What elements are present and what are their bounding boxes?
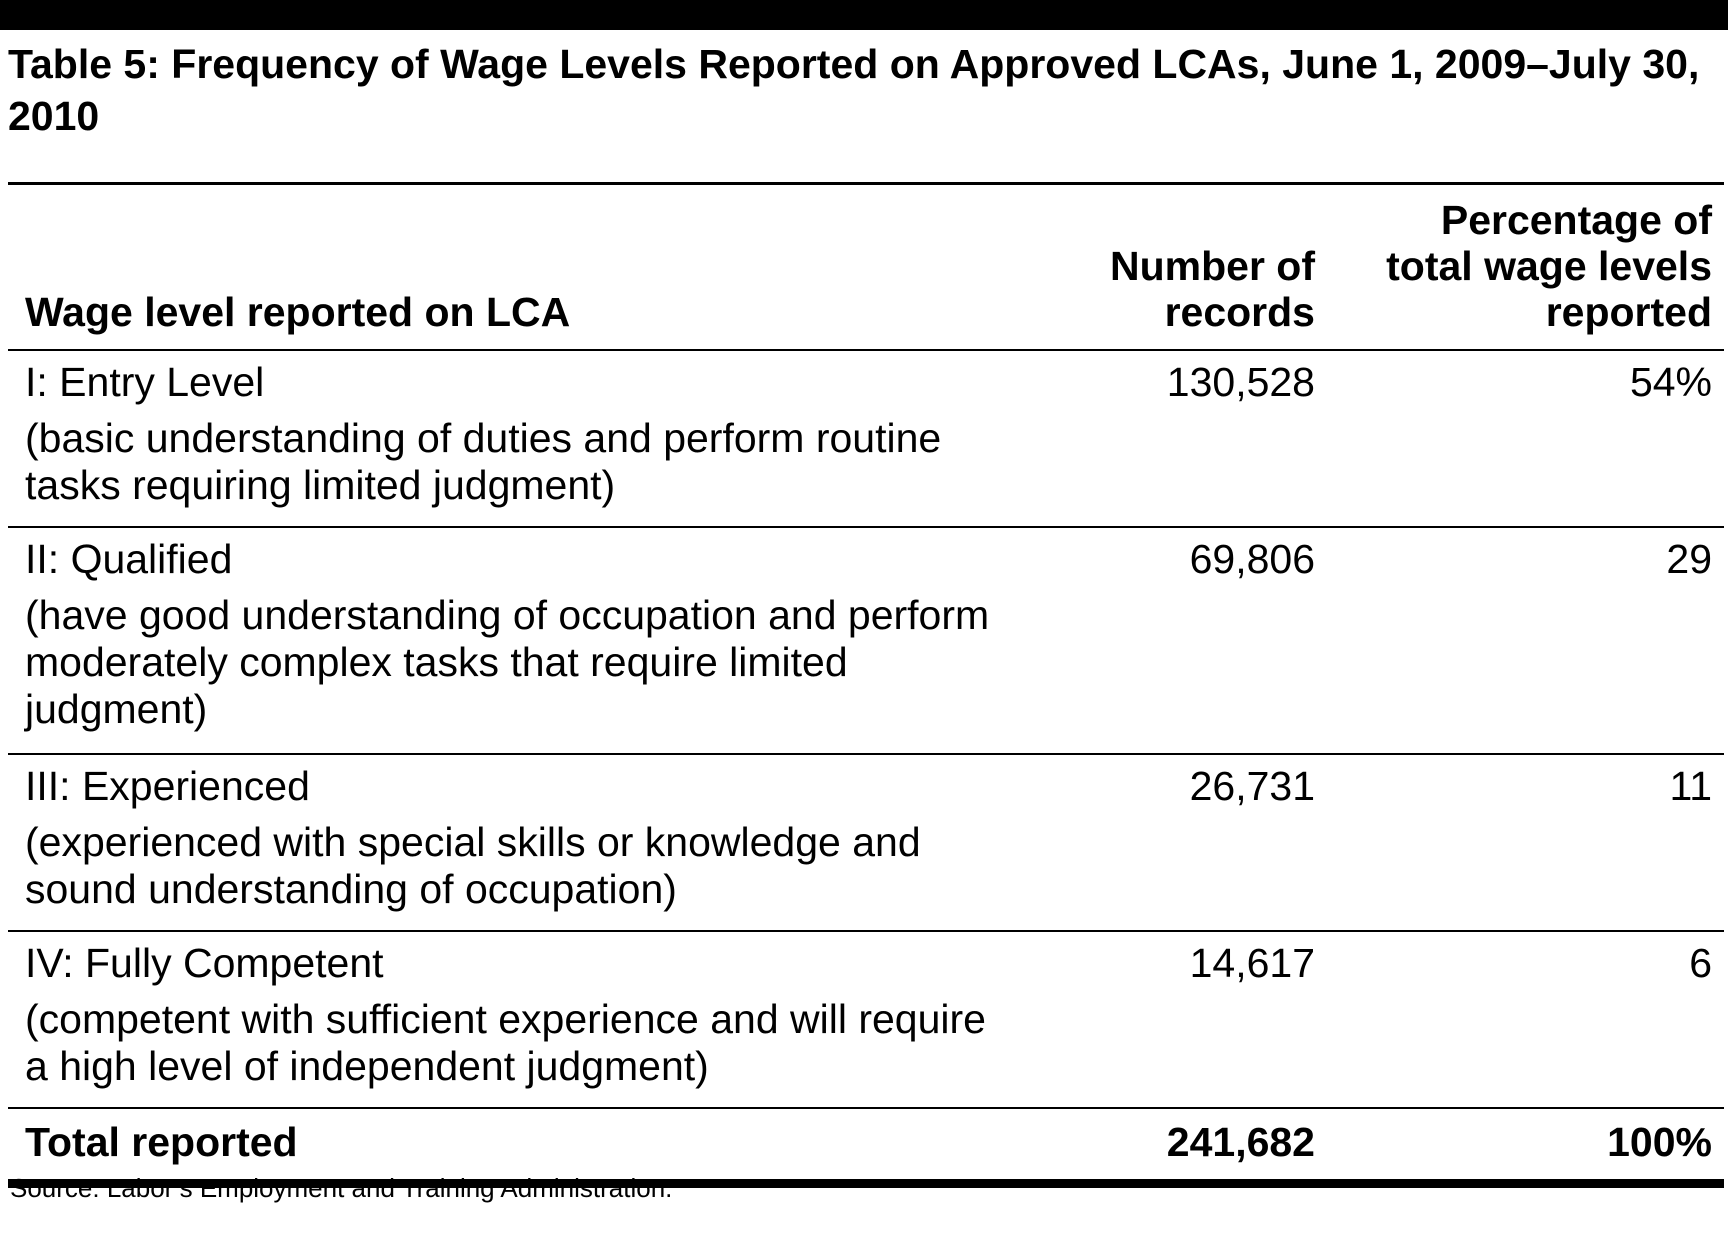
source-note: Source: Labor’s Employment and Training Administration. [10, 1173, 673, 1203]
table-header-row [8, 185, 1724, 351]
records-value: 26,731 [1189, 763, 1315, 809]
table-row-entry-level [8, 351, 1724, 528]
wage-level-description: (competent with sufficient experience and will require a high level of independent judgment) [25, 996, 986, 1089]
records-value: 130,528 [1166, 359, 1315, 405]
top-rule [0, 0, 1728, 30]
header-percentage: Percentage of total wage levels reported [1386, 197, 1712, 335]
wage-level-name: I: Entry Level [25, 359, 265, 405]
header-number-of-records: Number of records [1110, 243, 1315, 335]
percentage-value: 54% [1629, 359, 1712, 405]
percentage-value: 6 [1689, 940, 1712, 986]
wage-level-description: (have good understanding of occupation and perform moderately complex tasks that require limited judgment) [25, 592, 990, 732]
wage-level-name: IV: Fully Competent [25, 940, 384, 986]
percentage-value: 29 [1666, 536, 1712, 582]
wage-level-name: II: Qualified [25, 536, 233, 582]
wage-level-description: (experienced with special skills or knowledge and sound understanding of occupation) [25, 819, 921, 912]
percentage-value: 11 [1669, 763, 1712, 809]
total-label: Total reported [25, 1119, 298, 1165]
total-percentage-value: 100% [1607, 1119, 1712, 1165]
total-records-value: 241,682 [1166, 1119, 1315, 1165]
wage-level-name: III: Experienced [25, 763, 310, 809]
header-wage-level: Wage level reported on LCA [25, 289, 571, 335]
table-row-fully-competent [8, 932, 1724, 1109]
wage-level-table [8, 182, 1724, 1188]
records-value: 14,617 [1189, 940, 1315, 986]
table-row-experienced [8, 755, 1724, 932]
wage-level-description: (basic understanding of duties and perform routine tasks requiring limited judgment) [25, 415, 942, 508]
table-title: Table 5: Frequency of Wage Levels Reported on Approved LCAs, June 1, 2009–July 30, 2010 [8, 41, 1700, 139]
records-value: 69,806 [1189, 536, 1315, 582]
table-row-qualified [8, 528, 1724, 755]
